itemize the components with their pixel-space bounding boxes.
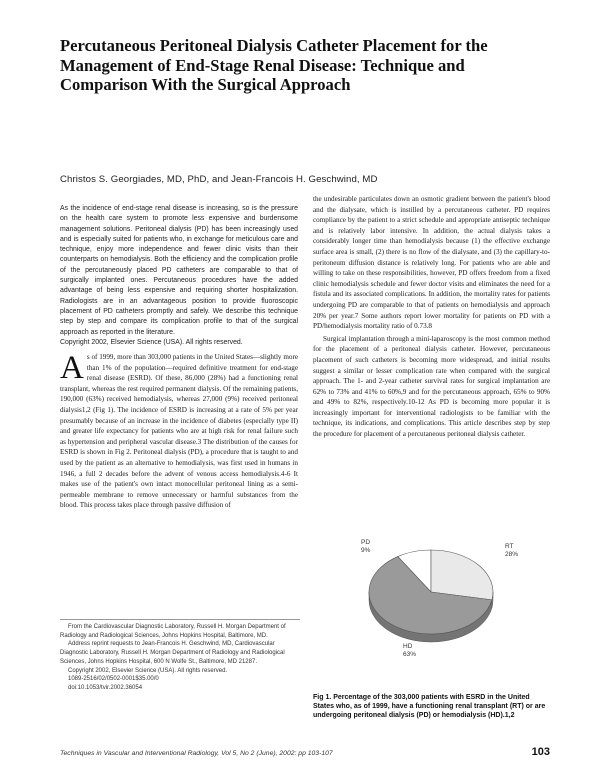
pie-label-hd-name: HD: [403, 643, 413, 650]
pie-label-rt-name: RT: [505, 543, 514, 550]
pie-slice-rt: [431, 550, 493, 600]
body-paragraph: the undesirable particulates down an osmotic gradient between the patient's blood and the dialysate, which is instilled by a percutaneous catheter. PD requires compliance by the patient to a strict schedule and appropriate antiseptic technique and is relatively labor intensive. In addition, the actual dialysis takes a considerably longer time than hemodialysis because (1) the effective exchange surface area is small, (2) there is no flow of the dialysate, and (3) the capillary-to-peritoneum diffusion distance is relatively long. For patients who are able and willing to take on these responsibilities, however, PD offers freedom from a fixed clinic hemodialysis schedule and fewer doctor visits and eliminates the need for a fistula and its associated complications. In addition, the mortality rates for patients undergoing PD are comparable to that of patients on hemodialysis and approach 20% per year.7 Some authors report lower mortality for patients on PD with a PD/hemodialysis mortality ratio of 0.73.8: [313, 195, 550, 331]
footnote-from: From the Cardiovascular Diagnostic Laboratory, Russell H. Morgan Department of Radiology and Radiological Sciences, Johns Hopkins Hospital, Baltimore, MD.: [60, 624, 286, 639]
body-paragraph: Surgical implantation through a mini-laparoscopy is the most common method for the placement of a peritoneal dialysis catheter. However, percutaneous placement of such catheters is becoming more widespread, and initial results suggest a similar or lesser complication rate when compared with the surgical approach. The 1- and 2-year catheter survival rates for surgical implantation are 62% to 73% and 41% to 60%,9 and for the percutaneous approach, 65% to 90% and 49% to 82%, respectively.10-12 As PD is becoming more popular it is increasingly important for interventional radiologists to be familiar with the technique, its indications, and complications. This article describes step by step the procedure for placement of a percutaneous peritoneal dialysis catheter.: [313, 334, 550, 439]
article-authors: Christos S. Georgiades, MD, PhD, and Jean-Francois H. Geschwind, MD: [60, 174, 378, 185]
footnote-address: Address reprint requests to Jean-Francois H. Geschwind, MD, Cardiovascular Diagnostic Laboratory, Russell H. Morgan Department of Radiology and Radiological Sciences, Johns Hopkins Hospital, 600 N Wolfe St., Baltimore, MD 21287.: [60, 641, 285, 665]
caption-text: Percentage of the 303,000 patients with ESRD in the United States who, as of 1999, have a functioning renal transplant (RT) or are undergoing peritoneal dialysis (PD) or hemodialysis (HD).1,2: [313, 694, 546, 720]
figure-caption: [313, 693, 551, 721]
pie-chart: [313, 530, 551, 670]
caption-label: Fig 1.: [313, 694, 332, 701]
pie-label-hd-value: 63%: [403, 651, 417, 658]
footnote-doi: doi:10.1053/tvir.2002.36054: [68, 684, 143, 691]
abstract-copyright: Copyright 2002, Elsevier Science (USA). All rights reserved.: [60, 338, 243, 346]
pie-label-rt-value: 28%: [505, 551, 519, 558]
footnote-rule: [60, 619, 300, 620]
article-title: Percutaneous Peritoneal Dialysis Catheter Placement for the Management of End-Stage Renal Disease: Technique and Comparison With the Surgical Approach: [60, 36, 488, 95]
footnotes: [60, 619, 300, 693]
drop-cap: A: [60, 350, 84, 386]
page-footer: [60, 747, 550, 761]
pie-label-pd-value: 9%: [361, 547, 371, 554]
journal-citation: Techniques in Vascular and Interventional Radiology, Vol 5, No 2 (June), 2002: pp 103-107: [60, 750, 333, 757]
footnote-issn: 1089-2516/02/0502-0001$35.00/0: [68, 676, 159, 683]
pie-label-pd-name: PD: [361, 539, 371, 546]
figure-1: [313, 530, 551, 670]
abstract-text: As the incidence of end-stage renal disease is increasing, so is the pressure on the health care system to promote less expensive and burdensome management solutions. Peritoneal dialysis (PD) has been increasingly used and is especially suited for patients who, in exchange for meticulous care and technique, enjoy more independence and fewer clinic visits than their counterparts on hemodialysis. Both the efficiency and the complication profile of the percutaneously placed PD catheters are comparable to that of surgically implanted ones. Percutaneous procedures have the added advantage of being less expensive and requiring shorter hospitalization. Radiologists are in an advantageous position to provide fluoroscopic placement of PD catheters promptly and safely. We describe this technique step by step and compare its complication profile to that of the surgical approach as reported in the literature.: [60, 205, 298, 336]
page-number: 103: [531, 746, 550, 758]
abstract: [60, 204, 298, 348]
body-column-left: [60, 352, 298, 511]
footnote-copyright: Copyright 2002, Elsevier Science (USA). All rights reserved.: [68, 667, 228, 674]
body-paragraph: s of 1999, more than 303,000 patients in the United States—slightly more than 1% of the population—required definitive treatment for end-stage renal disease (ESRD). Of these, 86,000 (28%) had a functioning renal transplant, whereas the rest required permanent dialysis. Of the remaining patients, 190,000 (63%) received hemodialysis, whereas 27,000 (9%) received peritoneal dialysis1,2 (Fig 1). The incidence of ESRD is increasing at a rate of 5% per year presumably because of an increase in the incidence of diabetes (especially type II) and greater life expectancy for patients who are at high risk for renal failure such as hypertension and peripheral vascular disease.3 The distribution of the causes for ESRD is shown in Fig 2. Peritoneal dialysis (PD), a procedure that is taught to and used by the patient as an alternative to hemodialysis, was first used in humans in 1946, a full 2 decades before the advent of venous access hemodialysis.4-6 It makes use of the patient's own intact monocellular peritoneal lining as a semi-permeable membrane to remove unnecessary or harmful substances from the blood. This process takes place through passive diffusion of: [60, 353, 298, 510]
body-column-right: [313, 194, 550, 440]
